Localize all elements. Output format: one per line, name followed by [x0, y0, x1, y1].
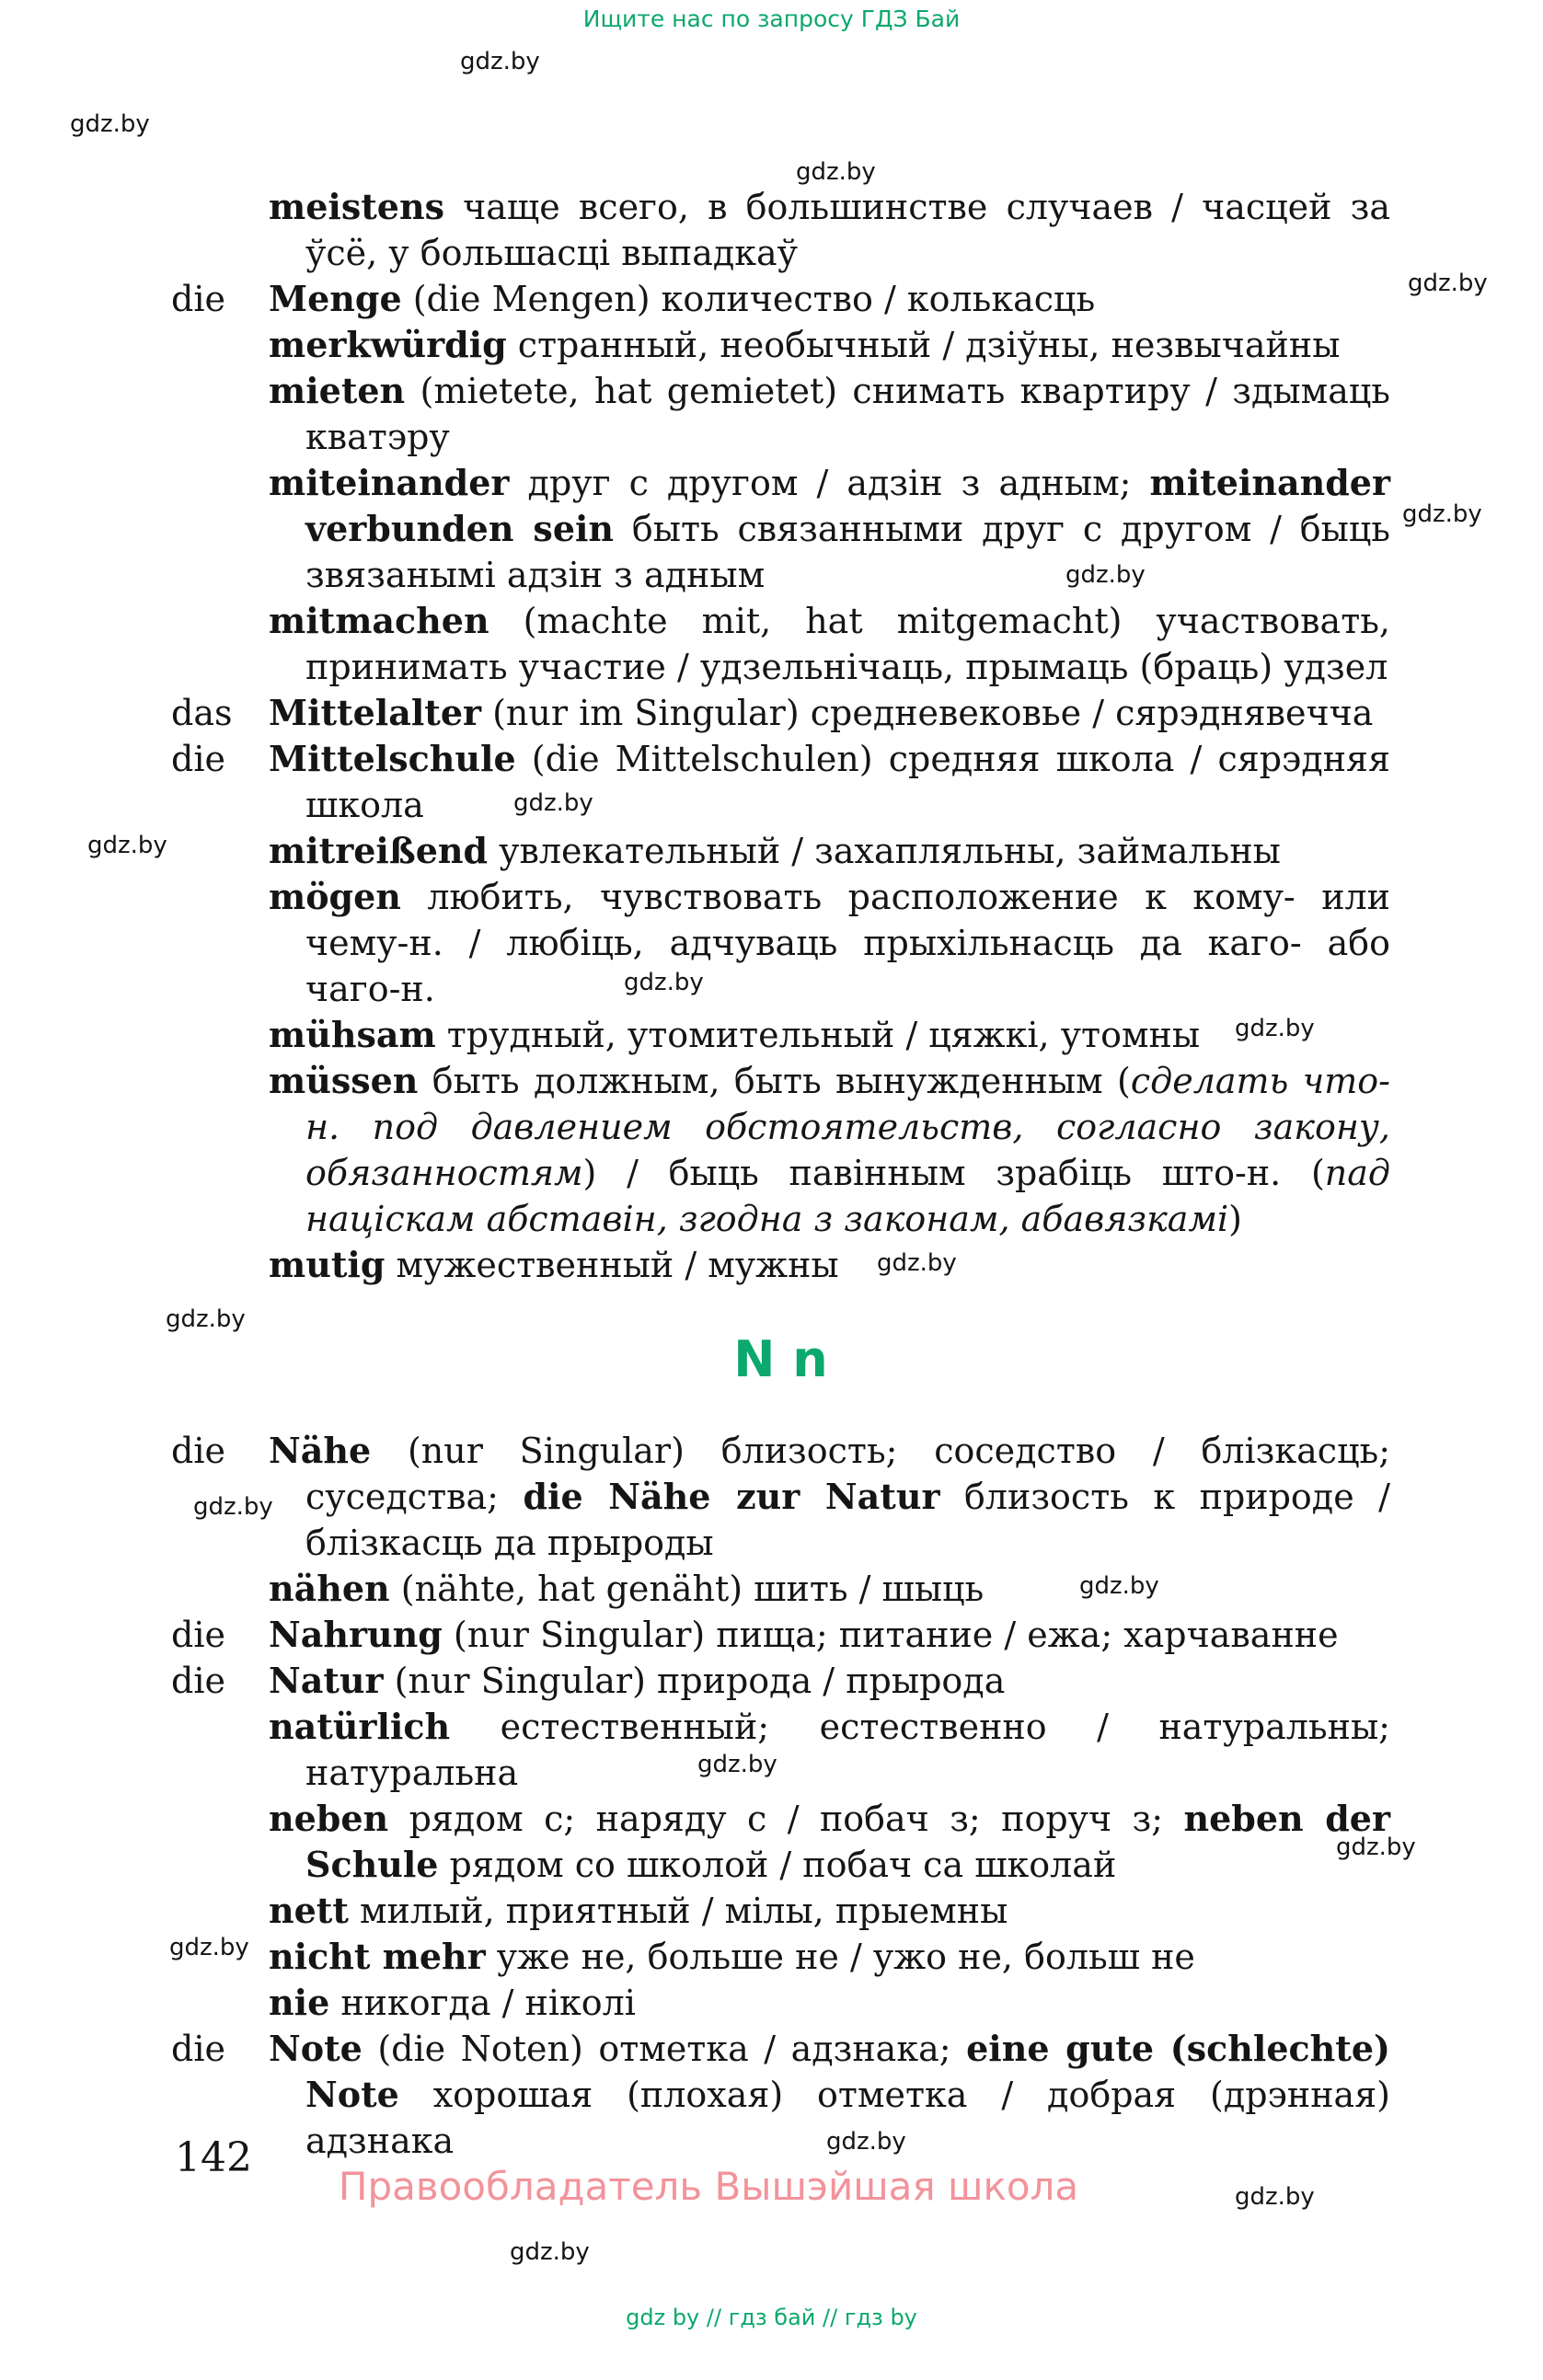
- dictionary-entry: [171, 1612, 1390, 1658]
- watermark: gdz.by: [826, 2128, 906, 2156]
- translation-text: рядом со школой / побач са школай: [438, 1845, 1117, 1885]
- dictionary-entry: [171, 874, 1390, 1012]
- translation-text: быть должным, быть вынужденным (: [418, 1061, 1131, 1101]
- dictionary-entry: [171, 2026, 1390, 2164]
- headword: nie: [269, 1982, 330, 2023]
- translation-text: трудный, утомительный / цяжкі, утомны: [435, 1015, 1201, 1055]
- translation-text: (die Noten) отметка / адзнака;: [362, 2029, 967, 2069]
- watermark: gdz.by: [1235, 1015, 1315, 1042]
- footer-link-separator: //: [815, 2305, 845, 2330]
- dictionary-entry: [171, 184, 1390, 276]
- entry-text: [269, 1980, 1390, 2026]
- dictionary-entry: [171, 1428, 1390, 1566]
- translation-text: чаще всего, в большинстве случаев / часцей за ўсё, у большасці выпадкаў: [305, 187, 1390, 273]
- dictionary-entry: [171, 1012, 1390, 1058]
- watermark: gdz.by: [1408, 270, 1488, 297]
- watermark: gdz.by: [1079, 1572, 1159, 1600]
- translation-text: (nähte, hat genäht) шить / шыць: [389, 1569, 985, 1609]
- watermark: gdz.by: [166, 1305, 246, 1333]
- dictionary-entry: [171, 1242, 1390, 1288]
- translation-text: рядом с; наряду с / побач з; поруч з;: [388, 1799, 1184, 1839]
- headword: Mittelschule: [269, 738, 516, 779]
- watermark: gdz.by: [624, 969, 704, 996]
- dictionary-entry: [171, 736, 1390, 828]
- translation-text: ) / быць павінным зрабіць што-н. (: [582, 1153, 1325, 1193]
- watermark: gdz.by: [1065, 561, 1146, 589]
- entry-text: [269, 1658, 1390, 1704]
- entry-text: [269, 1612, 1390, 1658]
- entry-text: [269, 1934, 1390, 1980]
- headword: Mittelalter: [269, 692, 482, 733]
- watermark: gdz.by: [1235, 2183, 1315, 2211]
- translation-text: мужественный / мужны: [385, 1245, 839, 1285]
- entry-text: [269, 1796, 1390, 1888]
- page-number: 142: [175, 2134, 252, 2181]
- translation-text: милый, приятный / мілы, прыемны: [348, 1891, 1008, 1931]
- watermark: gdz.by: [510, 2238, 590, 2266]
- translation-text: (die Mengen) количество / колькасць: [401, 279, 1096, 319]
- dictionary-entry: [171, 690, 1390, 736]
- entry-text: [269, 2026, 1390, 2164]
- dictionary-entry: [171, 1980, 1390, 2026]
- headword: miteinander: [269, 462, 510, 503]
- headword: Menge: [269, 278, 402, 319]
- watermark: gdz.by: [87, 832, 167, 859]
- entry-text: [269, 322, 1390, 368]
- headword: nicht mehr: [269, 1936, 486, 1977]
- top-banner-text: Ищите нас по запросу ГДЗ Бай: [582, 6, 961, 32]
- watermark: gdz.by: [877, 1249, 957, 1277]
- entry-text: [269, 1566, 1390, 1612]
- headword: merkwürdig: [269, 324, 507, 365]
- entry-article: die: [171, 1661, 225, 1701]
- translation-text: уже не, больше не / ужо не, больш не: [485, 1937, 1195, 1977]
- entry-text: [269, 874, 1390, 1012]
- entry-text: [269, 1012, 1390, 1058]
- entry-article: die: [171, 1615, 225, 1655]
- headword: Note: [269, 2028, 363, 2069]
- translation-text: хорошая (плохая) отметка / добрая (дрэнная) адзнака: [305, 2075, 1390, 2161]
- headword: mühsam: [269, 1014, 436, 1055]
- entry-text: [269, 184, 1390, 276]
- entry-text: [269, 1888, 1390, 1934]
- dictionary-entry: [171, 1566, 1390, 1612]
- watermark: gdz.by: [796, 158, 876, 186]
- entry-text: [269, 598, 1390, 690]
- dictionary-entry: [171, 1658, 1390, 1704]
- translation-text: естественный; естественно / натуральны; натуральна: [305, 1707, 1390, 1793]
- headword: natürlich: [269, 1706, 451, 1747]
- entry-article: die: [171, 1431, 225, 1471]
- translation-text: (machte mit, hat mitgemacht) участвовать, принимать участие / удзельнічаць, прымаць (браць) удзел: [305, 601, 1390, 687]
- dictionary-entry: [171, 828, 1390, 874]
- watermark: gdz.by: [169, 1934, 249, 1961]
- copyright-footer: Правообладатель Вышэйшая школа: [338, 2164, 1079, 2209]
- translation-text: любить, чувствовать расположение к кому- или чему-н. / любіць, адчуваць прыхільнасць да каго- або чаго-н.: [305, 877, 1390, 1009]
- translation-text: быть связанными друг с другом / быць звязанымі адзін з адным: [305, 509, 1390, 595]
- watermark: gdz.by: [513, 789, 593, 817]
- translation-text: (die Mittelschulen) средняя школа / сярэдняя школа: [305, 739, 1390, 825]
- dictionary-entry: [171, 368, 1390, 460]
- entry-article: die: [171, 279, 225, 319]
- headword: die Nähe zur Natur: [523, 1476, 940, 1517]
- translation-text: сделать что-н. под давлением обстоятельств, согласно закону, обязанностям: [305, 1061, 1390, 1193]
- translation-text: (nur Singular) близость; соседство / блізкасць; суседства;: [305, 1431, 1390, 1517]
- dictionary-entry: [171, 1796, 1390, 1888]
- headword: nähen: [269, 1568, 390, 1609]
- headword: neben der Schule: [305, 1798, 1390, 1885]
- watermark: gdz.by: [460, 48, 540, 75]
- entry-article: das: [171, 693, 233, 733]
- dictionary-entry: [171, 598, 1390, 690]
- dictionary-entry: [171, 1934, 1390, 1980]
- translation-text: (mietete, hat gemietet) снимать квартиру / здымаць кватэру: [305, 371, 1390, 457]
- entry-text: [269, 736, 1390, 828]
- dictionary-entry: [171, 276, 1390, 322]
- watermark: gdz.by: [697, 1751, 777, 1778]
- translation-text: друг с другом / адзін з адным;: [509, 463, 1150, 503]
- translation-text: близость к природе / блізкасць да прыроды: [305, 1477, 1390, 1563]
- headword: neben: [269, 1798, 389, 1839]
- headword: Nahrung: [269, 1614, 443, 1655]
- entry-text: [269, 276, 1390, 322]
- footer-link-separator: //: [699, 2305, 729, 2330]
- headword: eine gute (schlechte) Note: [305, 2028, 1390, 2115]
- headword: Natur: [269, 1660, 384, 1701]
- headword: mitmachen: [269, 600, 489, 641]
- section-header: N n: [733, 1330, 828, 1388]
- headword: nett: [269, 1890, 349, 1931]
- watermark: gdz.by: [70, 110, 150, 138]
- translation-text: увлекательный / захапляльны, займальны: [488, 831, 1281, 871]
- headword: meistens: [269, 186, 444, 227]
- entry-text: [269, 460, 1390, 598]
- entry-article: die: [171, 739, 225, 779]
- headword: müssen: [269, 1060, 419, 1101]
- dictionary-entry: [171, 1888, 1390, 1934]
- entry-text: [269, 1428, 1390, 1566]
- headword: miteinander verbunden sein: [305, 462, 1390, 549]
- translation-text: никогда / ніколі: [329, 1983, 636, 2023]
- entry-text: [269, 368, 1390, 460]
- translation-text: странный, необычный / дзіўны, незвычайны: [506, 325, 1341, 365]
- footer-link[interactable]: гдз by: [844, 2305, 917, 2330]
- footer-link[interactable]: gdz by: [626, 2305, 700, 2330]
- dictionary-entry: [171, 322, 1390, 368]
- footer-link[interactable]: гдз бай: [728, 2305, 816, 2330]
- dictionary-entry: [171, 1704, 1390, 1796]
- translation-text: пад націскам абставін, згодна з законам, абавязкамі: [305, 1153, 1390, 1239]
- watermark: gdz.by: [1402, 500, 1482, 528]
- headword: mitreißend: [269, 830, 489, 871]
- watermark: gdz.by: [193, 1493, 273, 1521]
- translation-text: (nur Singular) пища; питание / ежа; харчаванне: [442, 1615, 1339, 1655]
- footer-links: [0, 2305, 1543, 2330]
- dictionary-content: [171, 184, 1390, 2164]
- translation-text: (nur im Singular) средневековье / сярэднявечча: [481, 693, 1374, 733]
- entry-article: die: [171, 2029, 225, 2069]
- entry-text: [269, 1704, 1390, 1796]
- headword: mieten: [269, 370, 406, 411]
- entry-text: [269, 1058, 1390, 1242]
- dictionary-entry: [171, 1058, 1390, 1242]
- entry-text: [269, 1242, 1390, 1288]
- headword: mutig: [269, 1244, 386, 1285]
- translation-text: ): [1228, 1199, 1242, 1239]
- entry-text: [269, 828, 1390, 874]
- watermark: gdz.by: [1336, 1834, 1416, 1861]
- entry-text: [269, 690, 1390, 736]
- headword: mögen: [269, 876, 401, 917]
- dictionary-entry: [171, 460, 1390, 598]
- headword: Nähe: [269, 1430, 372, 1471]
- translation-text: (nur Singular) природа / прырода: [383, 1661, 1006, 1701]
